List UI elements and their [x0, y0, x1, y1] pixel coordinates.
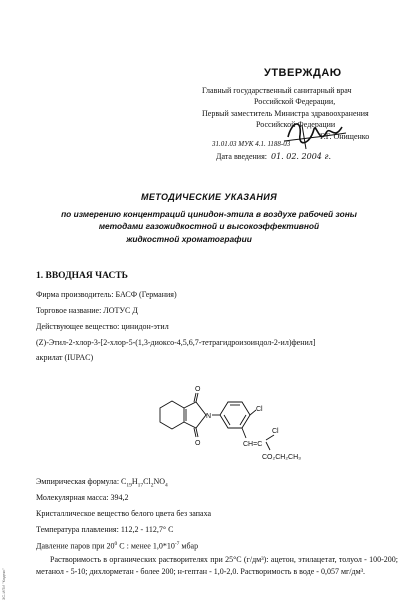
empirical-formula	[36, 477, 168, 489]
document-title	[20, 191, 398, 246]
molecular-mass: Молекулярная масса: 394,2	[36, 493, 129, 502]
active-substance: Действующее вещество: цинидон-этил	[36, 322, 169, 331]
trade-name: Торговое название: ЛОТУС Д	[36, 306, 138, 315]
approval-line-2: Российской Федерации,	[254, 97, 336, 106]
iupac-name-line-1: (Z)-Этил-2-хлор-3-[2-хлор-5-(1,3-диоксо-4,5,6,7-тетрагидроизоиндол-2-ил)фенил]	[36, 338, 316, 347]
ester-group: CO₂CH₂CH₃	[262, 454, 302, 461]
title-main: МЕТОДИЧЕСКИЕ УКАЗАНИЯ	[140, 192, 278, 202]
iupac-name-line-2: акрилат (IUPAC)	[36, 353, 94, 362]
approval-line-3: Первый заместитель Министра здравоохранения	[202, 108, 369, 118]
atom-o-bottom: O	[195, 440, 201, 447]
solubility-paragraph: Растворимость в органических растворителях при 25°С (г/дм³): ацетон, этилацетат, толуол - 100-200; метанол - 5-10; дихлорметан - более 200; н-гептан - 1,0-2,0. Растворимость в воде - 0,057 мг/дм³.	[36, 555, 398, 576]
approval-line-4: Российской Федерации	[256, 120, 336, 129]
atom-cl-chain: Cl	[272, 428, 279, 435]
section-heading: 1. ВВОДНАЯ ЧАСТЬ	[36, 271, 128, 281]
formula-value: $C_{19}H_{17}Cl_2NO_4$	[121, 477, 168, 489]
atom-n: N	[206, 413, 212, 420]
side-watermark: 3С-ИПИ "Кодекс"	[1, 568, 6, 600]
approval-signatory: Г.Г. Онищенко	[320, 131, 370, 141]
manufacturer: Фирма производитель: БАСФ (Германия)	[36, 290, 177, 299]
melting-point: Температура плавления: 112,2 - 112,7° С	[36, 525, 174, 534]
title-line-3: жидкостной хроматографии	[126, 234, 252, 245]
title-line-2: методами газожидкостной и высокоэффективной	[98, 221, 320, 232]
approval-line-1: Главный государственный санитарный врач	[202, 85, 352, 95]
vapor-pressure: Давление паров при $20^0$ С : менее $1,0*10^{-7}$ мбар	[36, 541, 199, 551]
title-line-1: по измерению концентраций цинидон-этила в воздухе рабочей зоны	[61, 208, 357, 219]
approval-heading: УТВЕРЖДАЮ	[264, 67, 342, 79]
handwritten-signature	[280, 115, 350, 155]
atom-o-top: O	[195, 386, 201, 393]
physical-description: Кристаллическое вещество белого цвета без запаха	[36, 509, 212, 518]
structural-formula	[150, 380, 340, 462]
atom-cl-ring: Cl	[256, 406, 263, 413]
vinyl-group: CH=C	[243, 441, 263, 448]
formula-label: Эмпирическая формула:	[36, 477, 120, 486]
date-value: 01. 02. 2004 г.	[270, 152, 332, 161]
document-date-and-code: 31.01.03 МУК 4.1. 1188-03	[212, 140, 291, 148]
date-label: Дата введения:	[216, 152, 267, 161]
introduction-date	[216, 152, 331, 161]
